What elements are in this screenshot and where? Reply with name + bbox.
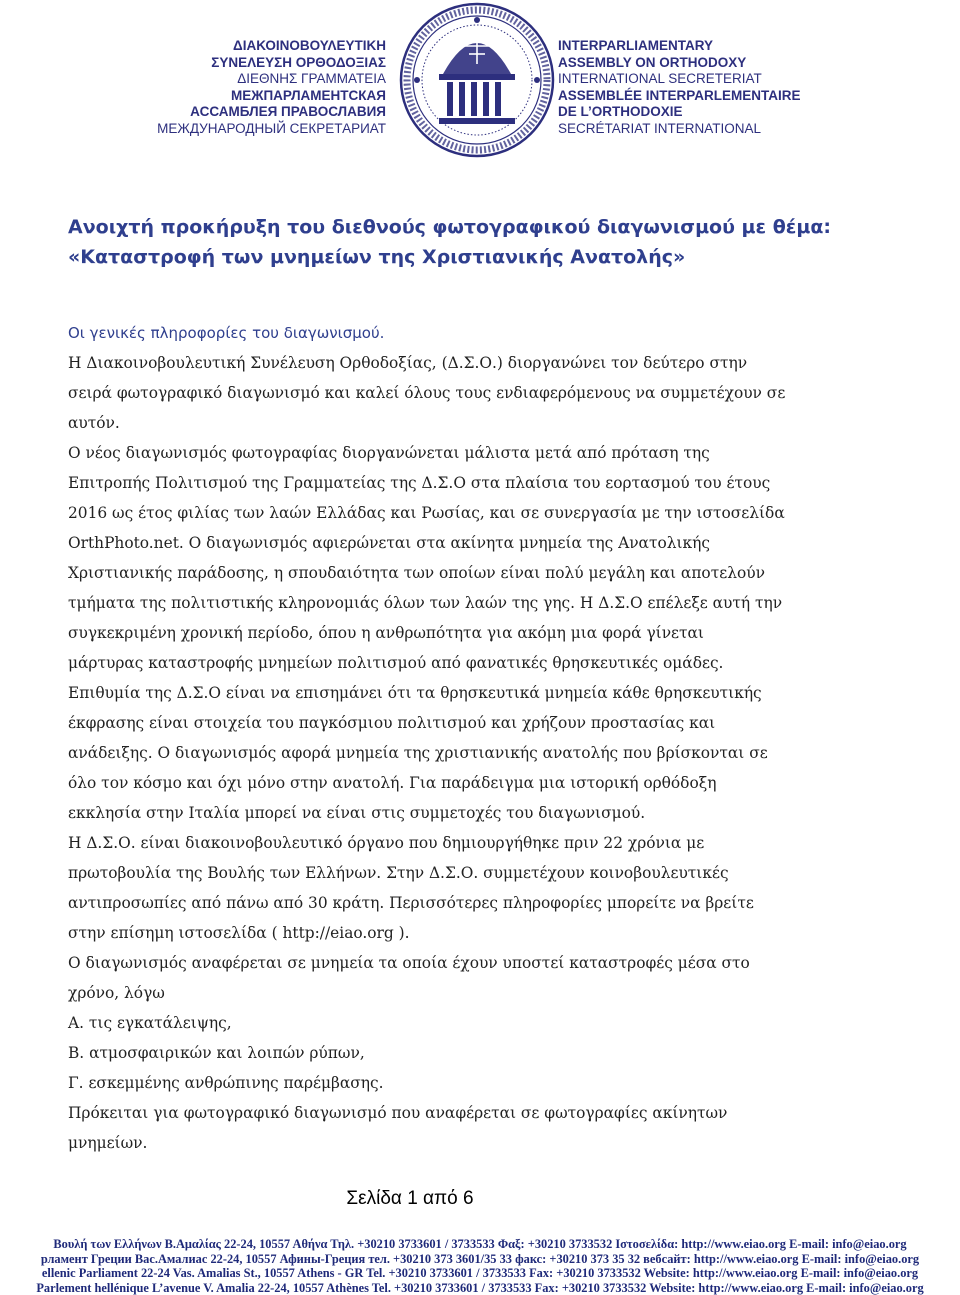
body-line: σειρά φωτογραφικό διαγωνισμό και καλεί όλους τους ενδιαφερόμενους να συμμετέχουν σε — [68, 384, 786, 402]
footer-line: рламент Греции Вас.Амалиас 22-24, 10557 Афины-Греция тел. +30210 373 3601/35 33 факс: +30210 373 35 32 вебсайт: http://www.eiao.org E-mail: info@eiao.org — [40, 1251, 920, 1266]
body-line: Ο διαγωνισμός αναφέρεται σε μνημεία τα οποία έχουν υποστεί καταστροφές μέσα στο — [68, 954, 750, 972]
footer-line: Parlement hellénique L’avenue V. Amalia 22-24, 10557 Athènes Tel. +30210 3733601 / 3733533 Fax: +30210 3733532 Website: http://www.eiao.org E-mail: info@eiao.org — [36, 1280, 924, 1295]
title-line: Ανοιχτή προκήρυξη του διεθνούς φωτογραφικού διαγωνισμού με θέμα: — [68, 216, 831, 238]
body-line: Η Δ.Σ.Ο. είναι διακοινοβουλευτικό όργανο που δημιουργήθηκε πριν 22 χρόνια με — [68, 834, 705, 852]
body-line: Επιθυμία της Δ.Σ.Ο είναι να επισημάνει ότι τα θρησκευτικά μνημεία κάθε θρησκευτικής — [68, 684, 762, 702]
body-line: Χριστιανικής παράδοσης, η σπουδαιότητα των οποίων είναι πολύ μεγάλη και αποτελούν — [68, 564, 765, 582]
letterhead — [0, 0, 960, 180]
org-line: DE L’ORTHODOXIE — [558, 104, 683, 119]
org-name-english-french — [558, 38, 801, 137]
page-number-text: Σελίδα 1 από 6 — [346, 1188, 474, 1209]
document-body — [68, 318, 898, 1158]
org-line: ΣΥΝΕΛΕΥΣΗ ΟΡΘΟΔΟΞΙΑΣ — [211, 54, 386, 70]
body-line: όλο τον κόσμο και όχι μόνο στην ανατολή. Για παράδειγμα μια ιστορική ορθόδοξη — [68, 774, 717, 792]
body-line: Η Διακοινοβουλευτική Συνέλευση Ορθοδοξίας, (Δ.Σ.Ο.) διοργανώνει τον δεύτερο στην — [68, 354, 748, 372]
body-line: μνημείων. — [68, 1134, 148, 1152]
body-line: αυτόν. — [68, 414, 120, 432]
org-line: ASSEMBLÉE INTERPARLEMENTAIRE — [558, 87, 801, 103]
body-line: χρόνο, λόγω — [68, 984, 165, 1002]
body-line: OrthPhoto.net. Ο διαγωνισμός αφιερώνεται στα ακίνητα μνημεία της Ανατολικής — [68, 534, 710, 552]
list-item: Α. τις εγκατάλειψης, — [68, 1014, 232, 1032]
contact-footer — [0, 1237, 960, 1295]
body-line: συγκεκριμένη χρονική περίοδο, όπου η ανθρωπότητα για ακόμη μια φορά γίνεται — [68, 624, 704, 642]
footer-line: ellenic Parliament 22-24 Vas. Amalias St., 10557 Athens - GR Tel. +30210 3733601 / 3733533 Fax: +30210 3733532 Website: http://www.eiao.org E-mail: info@eiao.org — [41, 1266, 919, 1280]
body-line: Πρόκειται για φωτογραφικό διαγωνισμό που αναφέρεται σε φωτογραφίες ακίνητων — [68, 1104, 728, 1122]
body-line: πρωτοβουλία της Βουλής των Ελλήνων. Στην Δ.Σ.Ο. συμμετέχουν κοινοβουλευτικές — [68, 864, 729, 882]
body-line: εκκλησία στην Ιταλία μπορεί να είναι στις συμμετοχές του διαγωνισμού. — [68, 804, 646, 822]
body-line: ανάδειξης. Ο διαγωνισμός αφορά μνημεία της χριστιανικής ανατολής που βρίσκονται σε — [68, 744, 768, 762]
org-line: МЕЖПАРЛАМЕНТСКАЯ — [231, 87, 386, 103]
page-number — [0, 1188, 960, 1210]
organization-seal-logo — [399, 2, 555, 158]
org-name-greek-russian — [157, 38, 386, 137]
title-line: «Καταστροφή των μνημείων της Χριστιανικής Ανατολής» — [68, 246, 686, 268]
body-line: 2016 ως έτος φιλίας των λαών Ελλάδας και Ρωσίας, και σε συνεργασία με την ιστοσελίδα — [68, 504, 785, 522]
body-line: Επιτροπής Πολιτισμού της Γραμματείας της Δ.Σ.Ο στα πλαίσια του εορτασμού του έτους — [68, 474, 771, 492]
body-line: μάρτυρας καταστροφής μνημείων πολιτισμού από φανατικές θρησκευτικές ομάδες. — [68, 654, 724, 672]
org-line: АССАМБЛЕЯ ПРАВОСЛАВИЯ — [190, 104, 386, 119]
org-line: ASSEMBLY ON ORTHODOXY — [558, 54, 747, 70]
org-line: INTERPARLIAMENTARY — [558, 38, 713, 53]
footer-line: Βουλή των Ελλήνων Β.Αμαλίας 22-24, 10557 Αθήνα Τηλ. +30210 3733601 / 3733533 Φαξ: +30210 3733532 Ιστοσελίδα: http://www.eiao.org E-mail: info@eiao.org — [53, 1237, 907, 1251]
section-heading: Οι γενικές πληροφορίες του διαγωνισμού. — [68, 324, 385, 342]
list-item: Β. ατμοσφαιρικών και λοιπών ρύπων, — [68, 1044, 365, 1062]
org-line: INTERNATIONAL SECRETERIAT — [558, 71, 762, 86]
org-line: ΔΙΑΚΟΙΝΟΒΟΥΛΕΥΤΙΚΗ — [233, 38, 386, 53]
body-line: έκφρασης είναι στοιχεία του παγκόσμιου πολιτισμού και χρήζουν προστασίας και — [68, 714, 716, 732]
document-title — [68, 212, 908, 272]
body-line: Ο νέος διαγωνισμός φωτογραφίας διοργανώνεται μάλιστα μετά από πρόταση της — [68, 444, 710, 462]
body-line: τμήματα της πολιτιστικής κληρονομιάς όλων των λαών της γης. Η Δ.Σ.Ο επέλεξε αυτή την — [68, 594, 783, 612]
body-line: στην επίσημη ιστοσελίδα ( http://eiao.org ). — [68, 924, 410, 942]
org-line: SECRÉTARIAT INTERNATIONAL — [558, 120, 762, 136]
body-line: αντιπροσωπίες από πάνω από 30 κράτη. Περισσότερες πληροφορίες μπορείτε να βρείτε — [68, 894, 754, 912]
org-line: ΔΙΕΘΝΗΣ ΓΡΑΜΜΑΤΕΙΑ — [237, 71, 386, 86]
list-item: Γ. εσκεμμένης ανθρώπινης παρέμβασης. — [68, 1074, 384, 1092]
org-line: МЕЖДУНАРОДНЫЙ СЕКРЕТАРИАТ — [157, 120, 386, 136]
